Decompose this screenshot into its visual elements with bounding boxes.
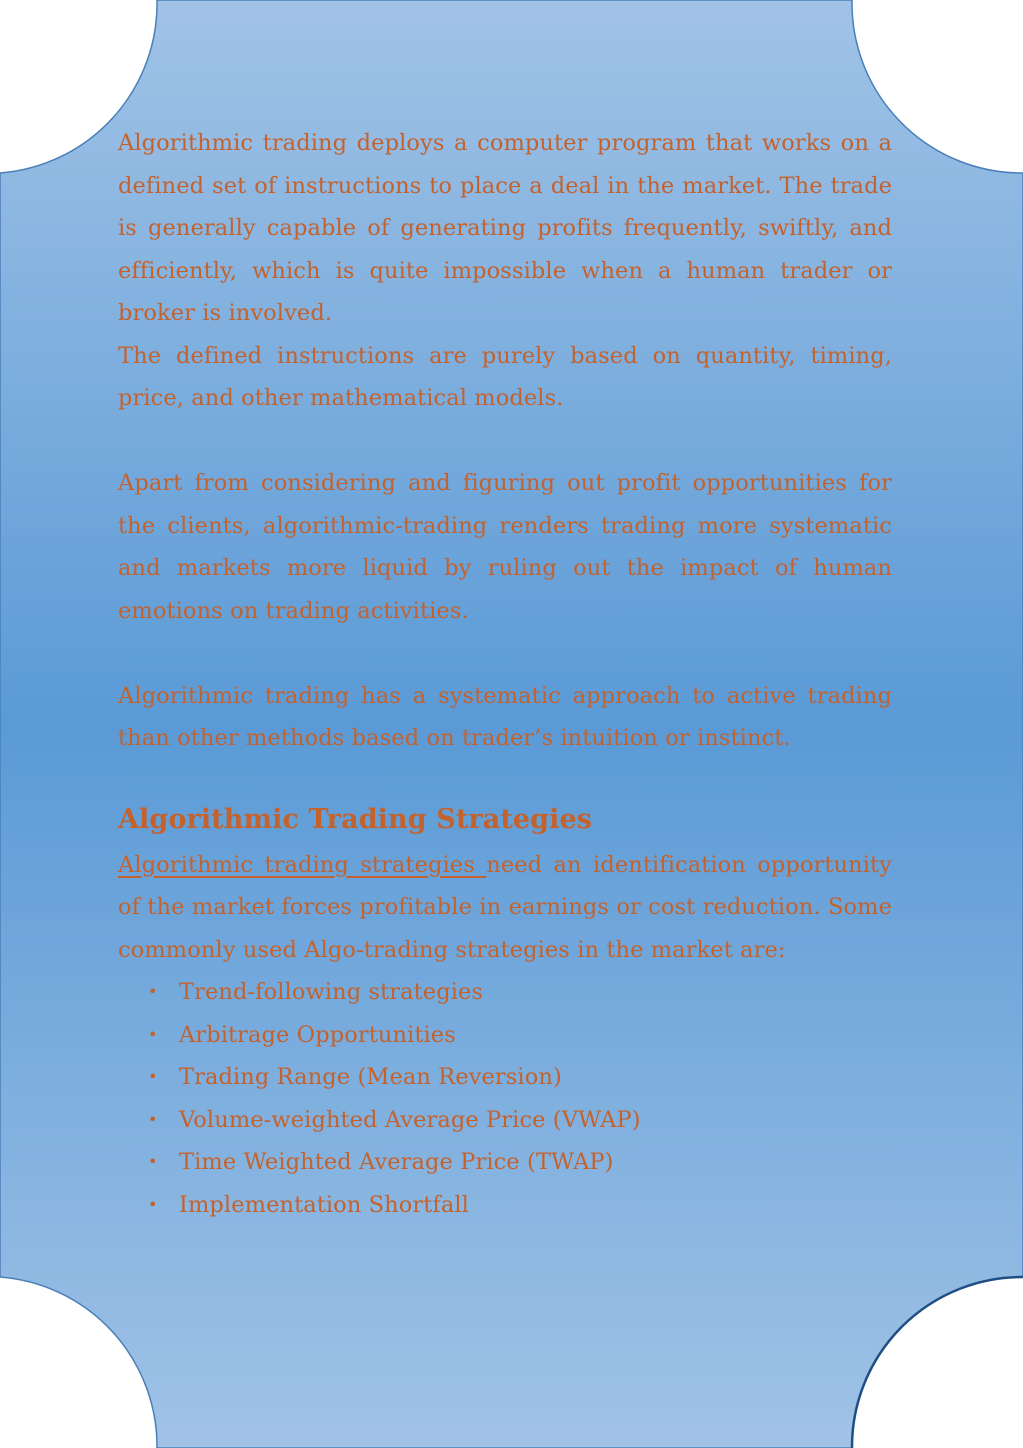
list-item — [118, 1014, 892, 1057]
benefits-paragraph: Apart from considering and figuring out profit opportunities for the clients, algorithmic-trading renders trading more systematic and markets more liquid by ruling out the impact of human emotions on trading activities. — [118, 470, 892, 624]
approach-paragraph: Algorithmic trading has a systematic approach to active trading than other methods based on trader’s intuition or instinct. — [118, 682, 892, 751]
list-item — [118, 1184, 892, 1227]
bullet-icon: • — [148, 1194, 158, 1214]
bullet-icon: • — [148, 1024, 158, 1044]
list-item — [118, 1141, 892, 1184]
bullet-icon: • — [148, 1109, 158, 1129]
intro-paragraph: Algorithmic trading deploys a computer program that works on a defined set of instructions to place a deal in the market. The trade is generally capable of generating profits frequently, swiftly, and efficiently, which is quite impossible when a human trader or broker is involved. — [118, 130, 892, 326]
list-item-label: Implementation Shortfall — [179, 1191, 469, 1218]
strategies-list — [118, 971, 892, 1226]
list-item-label: Arbitrage Opportunities — [179, 1021, 456, 1048]
list-item-label: Time Weighted Average Price (TWAP) — [179, 1149, 614, 1175]
bullet-icon: • — [148, 982, 158, 1001]
document-body — [118, 122, 892, 1226]
strategies-intro-paragraph — [118, 844, 892, 972]
list-item — [118, 1099, 892, 1142]
list-item-label: Trend-following strategies — [179, 979, 484, 1005]
list-item-label: Trading Range (Mean Reversion) — [179, 1064, 562, 1090]
list-item-label: Volume-weighted Average Price (VWAP) — [179, 1106, 641, 1133]
bullet-icon: • — [148, 1067, 158, 1086]
section-heading: Algorithmic Trading Strategies — [118, 803, 593, 835]
strategies-link[interactable]: Algorithmic trading strategies — [118, 851, 487, 878]
list-item — [118, 971, 892, 1014]
bullet-icon: • — [148, 1152, 158, 1171]
instructions-paragraph: The defined instructions are purely based on quantity, timing, price, and other mathematical models. — [118, 342, 892, 411]
list-item — [118, 1056, 892, 1099]
strategies-intro-text: need an identification opportunity of the market forces profitable in earnings or cost reduction. Some commonly used Algo-trading strategies in the market are: — [118, 851, 892, 963]
